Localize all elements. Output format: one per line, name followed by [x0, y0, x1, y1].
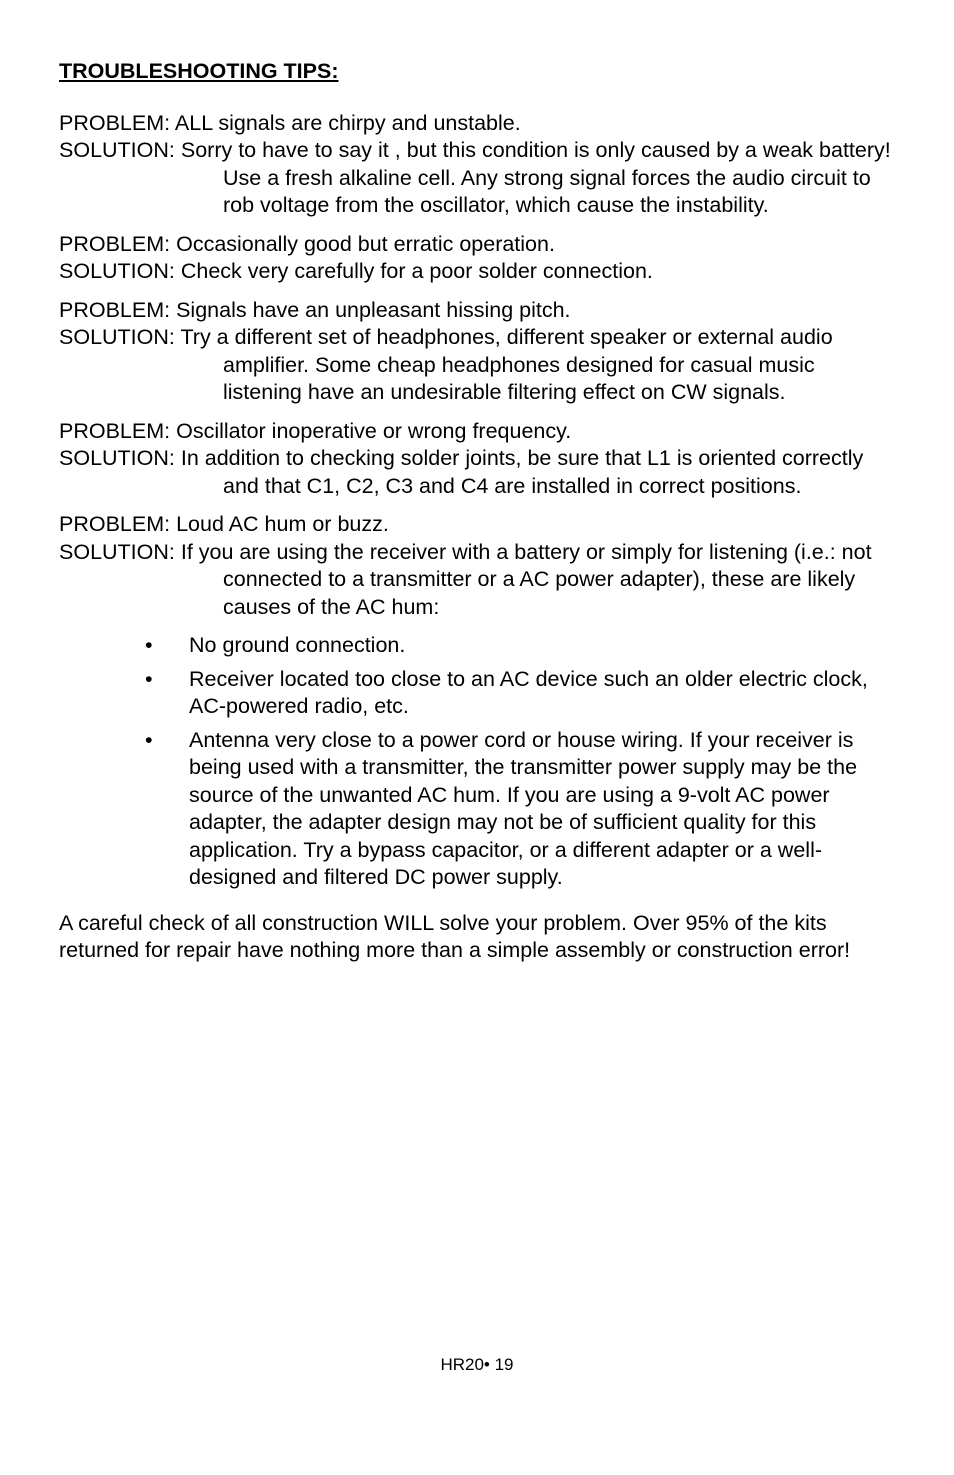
problem-text: Signals have an unpleasant hissing pitch.	[176, 297, 571, 322]
problem-text: Occasionally good but erratic operation.	[176, 231, 555, 256]
problem-line	[59, 110, 899, 138]
list-item	[59, 632, 899, 660]
page-footer: HR20• 19	[440, 1355, 514, 1374]
problem-line	[59, 297, 899, 325]
closing-paragraph: A careful check of all construction WILL solve your problem. Over 95% of the kits returned for repair have nothing more than a simple assembly or construction error!	[59, 910, 851, 962]
solution-block	[59, 137, 899, 220]
solution-block	[59, 539, 899, 622]
solution-text: Try a different set of headphones, different speaker or external audio amplifier. Some cheap headphones designed for casual music listening have an undesirable filtering effect on CW signals.	[180, 325, 839, 404]
list-item	[59, 666, 899, 721]
bullet-icon: •	[145, 633, 153, 657]
problem-label: PROBLEM:	[59, 231, 177, 256]
list-item-text: Antenna very close to a power cord or house wiring. If your receiver is being used with a transmitter, the transmitter power supply may be the source of the unwanted AC hum. If you are using a 9-volt AC power adapter, the adapter design may not be of sufficient quality for this application. Try a bypass capacitor, or a different adapter or a well-designed and filtered DC power supply.	[189, 727, 858, 889]
bullet-icon: •	[145, 727, 153, 752]
list-item-text: Receiver located too close to an AC device such an older electric clock, AC-powered radio, etc.	[189, 666, 868, 718]
solution-text: Check very carefully for a poor solder connection.	[180, 259, 653, 283]
problem-line	[59, 511, 899, 539]
list-item	[59, 727, 899, 892]
solution-label: SOLUTION:	[59, 325, 181, 349]
solution-label: SOLUTION:	[59, 138, 181, 162]
solution-label: SOLUTION:	[59, 259, 181, 283]
problem-label: PROBLEM:	[59, 512, 177, 536]
solution-block	[59, 324, 899, 407]
problem-label: PROBLEM:	[59, 110, 175, 135]
problem-label: PROBLEM:	[59, 297, 177, 322]
problem-line	[59, 231, 899, 259]
troubleshooting-entry-2	[59, 231, 899, 286]
problem-text: ALL signals are chirpy and unstable.	[174, 110, 521, 135]
solution-block	[59, 445, 899, 500]
bullet-icon: •	[145, 666, 153, 691]
solution-text: Sorry to have to say it , but this condition is only caused by a weak battery! Use a fresh alkaline cell. Any strong signal forces the audio circuit to rob voltage from the oscillator, which cause the instability.	[180, 138, 897, 217]
document-page	[59, 58, 899, 965]
troubleshooting-entry-3	[59, 297, 899, 407]
solution-text: If you are using the receiver with a battery or simply for listening (i.e.: not connected to a transmitter or a AC power adapter), these are likely causes of the AC hum:	[180, 539, 878, 619]
solution-text: In addition to checking solder joints, be sure that L1 is oriented correctly and that C1, C2, C3 and C4 are installed in correct positions.	[180, 446, 870, 498]
problem-text: Loud AC hum or buzz.	[176, 512, 389, 536]
hum-causes-list	[59, 632, 899, 892]
solution-label: SOLUTION:	[59, 446, 181, 470]
problem-label: PROBLEM:	[59, 418, 177, 443]
list-item-text: No ground connection.	[189, 633, 406, 657]
troubleshooting-entry-4	[59, 418, 899, 501]
problem-text: Oscillator inoperative or wrong frequency.	[176, 418, 572, 443]
problem-line	[59, 418, 899, 446]
solution-label: SOLUTION:	[59, 539, 181, 564]
troubleshooting-entry-5	[59, 511, 899, 621]
page-heading: TROUBLESHOOTING TIPS:	[59, 59, 339, 83]
troubleshooting-entry-1	[59, 110, 899, 220]
solution-block	[59, 258, 899, 286]
